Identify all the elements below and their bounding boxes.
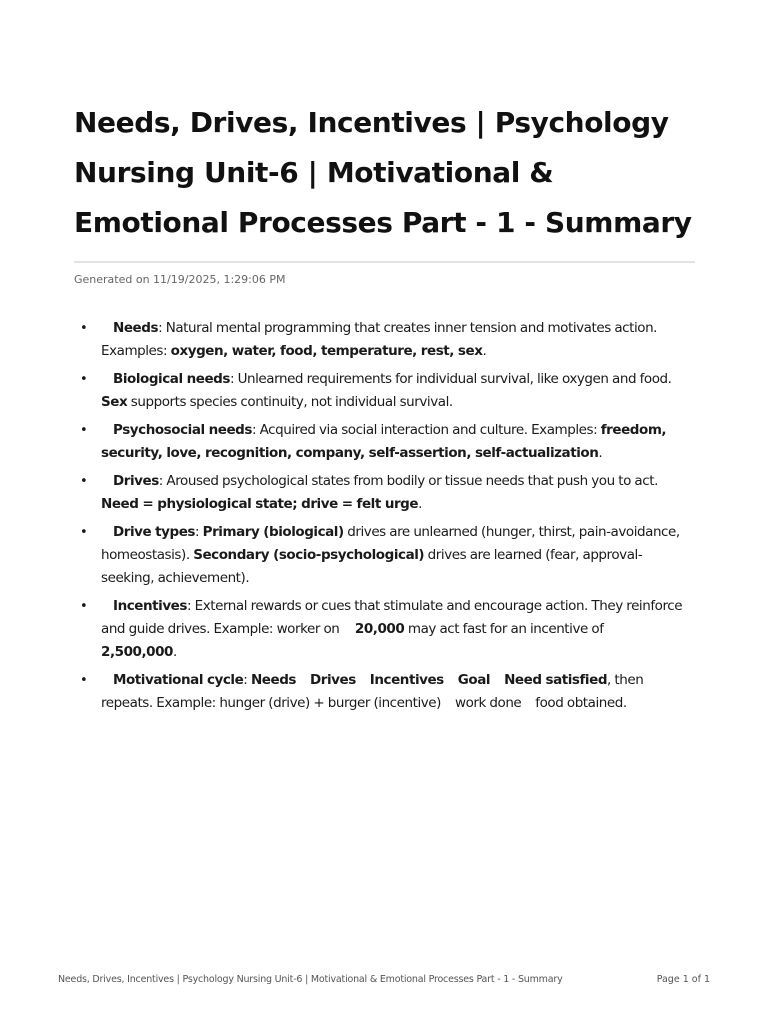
item-text: . [172,644,177,660]
item-emphasis: Secondary (socio-psychological) [193,547,425,563]
item-emphasis: Primary (biological) [202,524,344,540]
list-item-psychosocial-needs [80,419,694,465]
list-item-needs [80,317,694,363]
item-emphasis: oxygen, water, food, temperature, rest, sex [170,343,483,359]
footer-title: Needs, Drives, Incentives | Psychology Nursing Unit-6 | Motivational & Emotional Processes Part - 1 - Summary [58,974,563,985]
item-text: may act fast for an incentive of [404,621,608,637]
list-item-biological-needs [80,368,694,414]
list-item-drives [80,470,694,516]
item-text: : [243,672,251,688]
item-text: drives are unlearned (hunger, thirst, pain-avoidance, homeostasis). [101,524,680,563]
page-title: Needs, Drives, Incentives | Psychology Nursing Unit-6 | Motivational & Emotional Processes Part - 1 - Summary [74,106,692,239]
item-text: , then repeats. Example: hunger (drive) + burger (incentive) [101,672,644,711]
item-term: Drives [113,473,159,489]
item-term: Needs [113,320,159,336]
item-text: . [418,496,422,512]
cycle-step: Incentives [369,672,444,688]
cycle-step: Drives [310,672,356,688]
item-term: Biological needs [113,371,230,387]
item-text: . [482,343,487,359]
item-text: : External rewards or cues that stimulate and encourage action. They reinforce and guide drives. Example: worker on [101,598,683,637]
list-item-motivational-cycle [80,669,694,715]
generated-timestamp: Generated on 11/19/2025, 1:29:06 PM [74,273,286,286]
item-term: Psychosocial needs [113,422,252,438]
item-term: Motivational cycle [113,672,244,688]
item-term: Drive types [113,524,196,540]
page-number: Page 1 of 1 [656,974,710,985]
item-text: : Aroused psychological states from bodily or tissue needs that push you to act. [158,473,658,489]
item-text: . [598,445,603,461]
item-text: drives are learned (fear, approval-seeking, achievement). [101,547,643,586]
item-emphasis: Need = physiological state; drive = felt urge [101,496,419,512]
item-emphasis: 20,000 [354,621,405,637]
item-text: : Natural mental programming that creates inner tension and motivates action. Examples: [101,320,658,359]
bullet-marker: • [80,474,88,489]
item-emphasis: freedom, security, love, recognition, company, self-assertion, self-actualization [101,422,667,461]
title-divider [74,261,695,263]
item-emphasis: Sex [101,394,128,410]
bullet-marker: • [80,673,88,688]
item-term: Incentives [113,598,187,614]
cycle-step: Goal [457,672,491,688]
bullet-marker: • [80,423,88,438]
summary-list [80,317,694,720]
list-item-incentives [80,595,694,664]
bullet-marker: • [80,599,88,614]
item-text: : [195,524,203,540]
cycle-step: Needs [250,672,296,688]
cycle-step: Need satisfied [504,672,608,688]
item-text: work done [454,695,522,711]
item-emphasis: 2,500,000 [101,644,173,660]
item-text: : Unlearned requirements for individual survival, like oxygen and food. [229,371,672,387]
item-text: food obtained. [535,695,627,711]
bullet-marker: • [80,321,88,336]
list-item-drive-types [80,521,694,590]
item-text: supports species continuity, not individual survival. [127,394,453,410]
bullet-marker: • [80,372,88,387]
item-text: : Acquired via social interaction and culture. Examples: [251,422,601,438]
bullet-marker: • [80,525,88,540]
